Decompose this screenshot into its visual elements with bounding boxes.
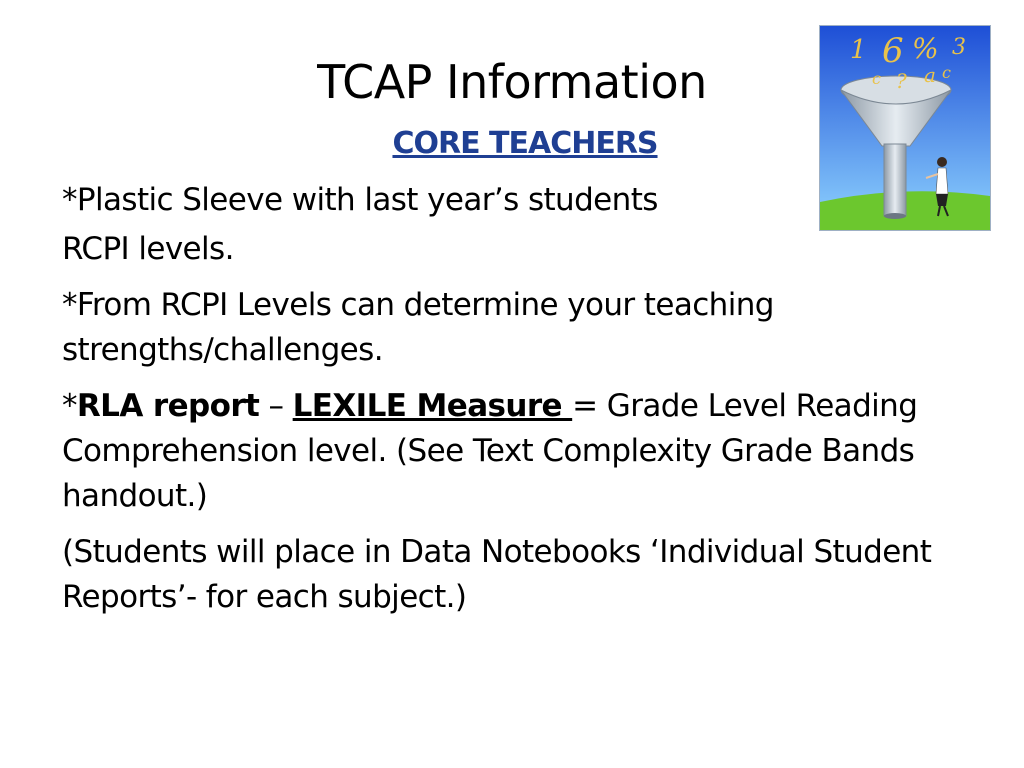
slide-title: TCAP Information [317, 55, 707, 109]
core-teachers-heading: CORE TEACHERS [392, 126, 658, 161]
symbol-percent: % [912, 32, 939, 65]
funnel-clipart [819, 25, 991, 231]
slide-body [62, 178, 1002, 631]
symbol-1: 1 [850, 35, 867, 65]
spout-end [884, 213, 906, 219]
bullet-rla-report [62, 384, 1002, 519]
symbol-6: 6 [882, 31, 904, 71]
bullet-teaching-strengths: *From RCPI Levels can determine your teaching strengths/challenges. [62, 287, 774, 368]
funnel-spout [884, 144, 906, 216]
bullet-star: * [62, 388, 77, 424]
symbol-3: 3 [952, 35, 966, 60]
symbol-c2: c [942, 63, 951, 82]
lexile-description: = Grade Level Reading Comprehension level. (See Text Complexity Grade Bands handout.) [62, 388, 918, 514]
symbol-question: ? [896, 69, 907, 93]
symbol-c: c [872, 69, 881, 88]
funnel-clipart-svg [820, 26, 990, 230]
symbol-a: a [924, 63, 936, 87]
bullet-data-notebooks: (Students will place in Data Notebooks ‘Individual Student Reports’- for each subject.) [62, 534, 932, 615]
bullet-rcpi-levels-line: RCPI levels. [62, 231, 234, 267]
bullet-rcpi-levels [62, 227, 1002, 272]
rla-report-label: RLA report [76, 388, 260, 424]
bullet-plastic-sleeve-line1: *Plastic Sleeve with last year’s students [62, 182, 658, 218]
dash: – [259, 388, 293, 424]
lexile-measure-label: LEXILE Measure [292, 388, 573, 424]
